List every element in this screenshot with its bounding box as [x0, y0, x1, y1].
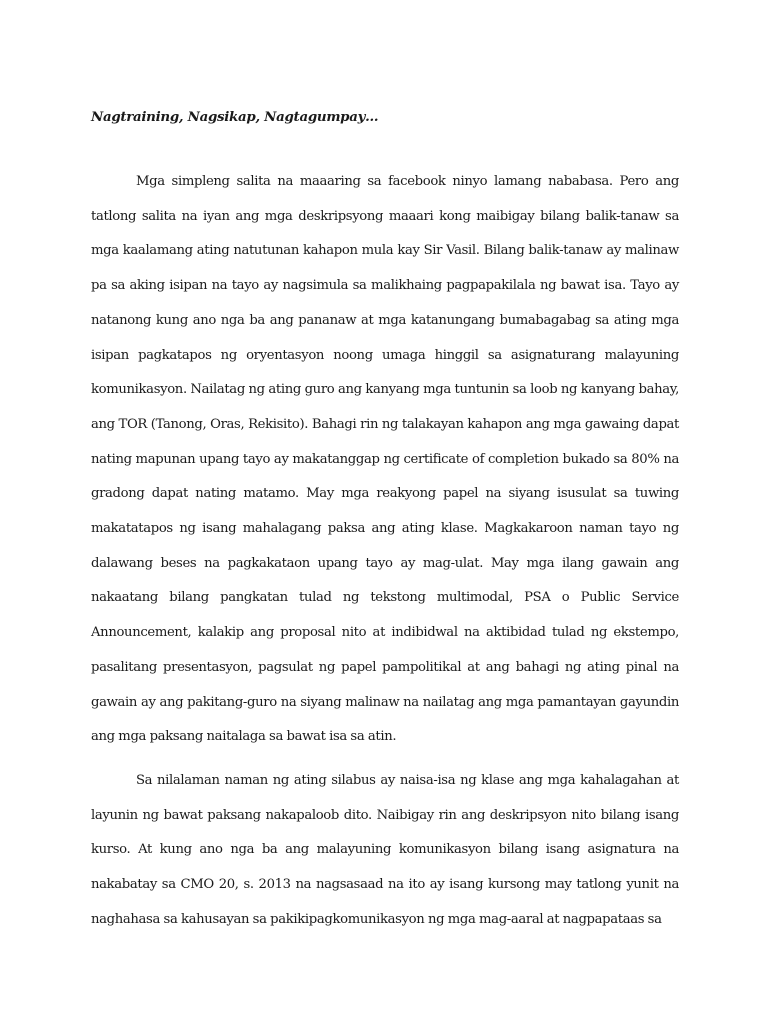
document-title: Nagtraining, Nagsikap, Nagtagumpay… [91, 109, 379, 125]
paragraph-2: Sa nilalaman naman ng ating silabus ay naisa-isa ng klase ang mga kahalagahan at layunin ng bawat paksang nakapaloob dito. Naibigay rin ang deskripsyon nito bilang isang kurso. At kung ano nga ba ang malayuning komunikasyon bilang isang asignatura na nakabatay sa CMO 20, s. 2013 na nagsasaad na ito ay isang kursong may tatlong yunit na naghahasa sa kahusayan sa pakikipagkomunikasyon ng mga mag-aaral at nagpapataas sa [91, 772, 679, 927]
document-body [91, 104, 679, 937]
paragraph-1: Mga simpleng salita na maaaring sa facebook ninyo lamang nababasa. Pero ang tatlong salita na iyan ang mga deskripsyong maaari kong maibigay bilang balik-tanaw sa mga kaalamang ating natutunan kahapon mula kay Sir Vasil. Bilang balik-tanaw ay malinaw pa sa aking isipan na tayo ay nagsimula sa malikhaing pagpapakilala ng bawat isa. Tayo ay natanong kung ano nga ba ang pananaw at mga katanungang bumabagabag sa ating mga isipan pagkatapos ng oryentasyon noong umaga hinggil sa asignaturang malayuning komunikasyon. Nailatag ng ating guro ang kanyang mga tuntunin sa loob ng kanyang bahay, ang TOR (Tanong, Oras, Rekisito). Bahagi rin ng talakayan kahapon ang mga gawaing dapat nating mapunan upang tayo ay makatanggap ng certificate of completion bukado sa 80% na gradong dapat nating matamo. May mga reakyong papel na siyang isusulat sa tuwing makatatapos ng isang mahalagang paksa ang ating klase. Magkakaroon naman tayo ng dalawang beses na pagkakataon upang tayo ay mag-ulat. May mga ilang gawain ang nakaatang bilang pangkatan tulad ng tekstong multimodal, PSA o Public Service Announcement, kalakip ang proposal nito at indibidwal na aktibidad tulad ng ekstempo, pasalitang presentasyon, pagsulat ng papel pampolitikal at ang bahagi ng ating pinal na gawain ay ang pakitang-guro na siyang malinaw na nailatag ang mga pamantayan gayundin ang mga paksang naitalaga sa bawat isa sa atin. [91, 174, 679, 745]
